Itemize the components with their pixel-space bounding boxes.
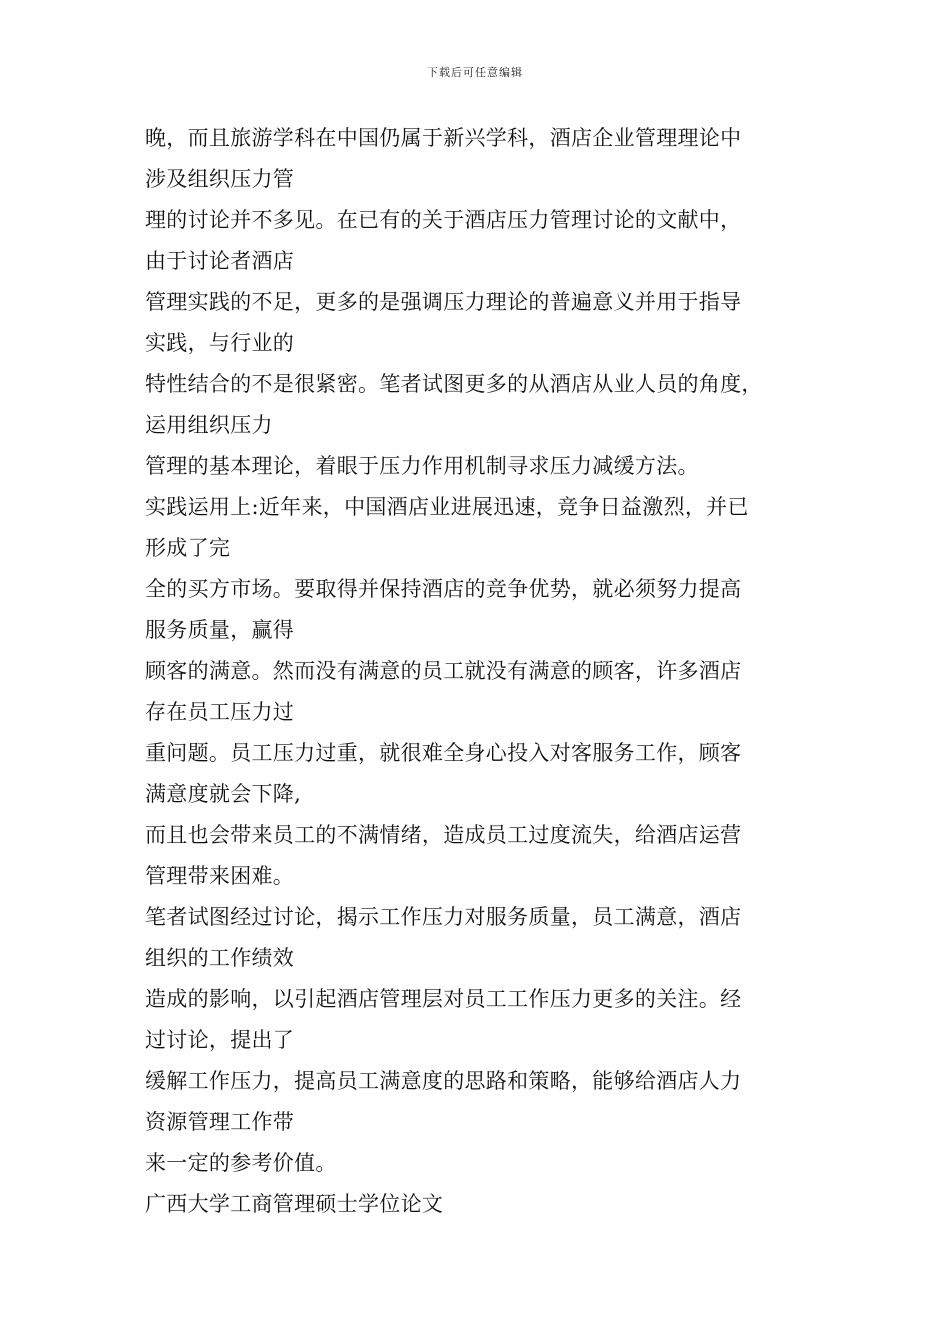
text-line: 特性结合的不是很紧密。笔者试图更多的从酒店从业人员的角度， [145,372,763,396]
text-line: 管理带来困难。 [145,864,295,888]
text-line: 存在员工压力过 [145,700,295,724]
text-line: 理的讨论并不多见。在已有的关于酒店压力管理讨论的文献中， [145,208,742,232]
text-line: 管理的基本理论，着眼于压力作用机制寻求压力减缓方法。 [145,454,699,478]
text-line: 过讨论，提出了 [145,1028,295,1052]
text-line: 由于讨论者酒店 [145,249,295,273]
text-line: 运用组织压力 [145,413,273,437]
text-line: 满意度就会下降, [145,782,302,806]
text-line: 涉及组织压力管 [145,167,295,191]
text-line: 实践，与行业的 [145,331,295,355]
text-line: 造成的影响，以引起酒店管理层对员工工作压力更多的关注。经 [145,987,742,1011]
text-line: 顾客的满意。然而没有满意的员工就没有满意的顾客，许多酒店 [145,659,742,683]
text-line: 实践运用上:近年来，中国酒店业进展迅速，竞争日益激烈，并已 [145,495,749,519]
text-line: 资源管理工作带 [145,1110,295,1134]
text-line: 重问题。员工压力过重，就很难全身心投入对客服务工作，顾客 [145,741,742,765]
text-line: 形成了完 [145,536,231,560]
text-line: 而且也会带来员工的不满情绪，造成员工过度流失，给酒店运营 [145,823,742,847]
text-line: 来一定的参考价值。 [145,1151,337,1175]
text-line: 服务质量，赢得 [145,618,295,642]
body-text [145,118,815,1225]
text-line: 笔者试图经过讨论，揭示工作压力对服务质量，员工满意，酒店 [145,905,742,929]
text-line: 缓解工作压力，提高员工满意度的思路和策略，能够给酒店人力 [145,1069,742,1093]
text-line: 广西大学工商管理硕士学位论文 [145,1192,444,1216]
page-header: 下载后可任意编辑 [427,66,523,79]
text-line: 管理实践的不足，更多的是强调压力理论的普遍意义并用于指导 [145,290,742,314]
text-line: 组织的工作绩效 [145,946,295,970]
text-line: 全的买方市场。要取得并保持酒店的竞争优势，就必须努力提高 [145,577,742,601]
text-line: 晚，而且旅游学科在中国仍属于新兴学科，酒店企业管理理论中 [145,126,742,150]
